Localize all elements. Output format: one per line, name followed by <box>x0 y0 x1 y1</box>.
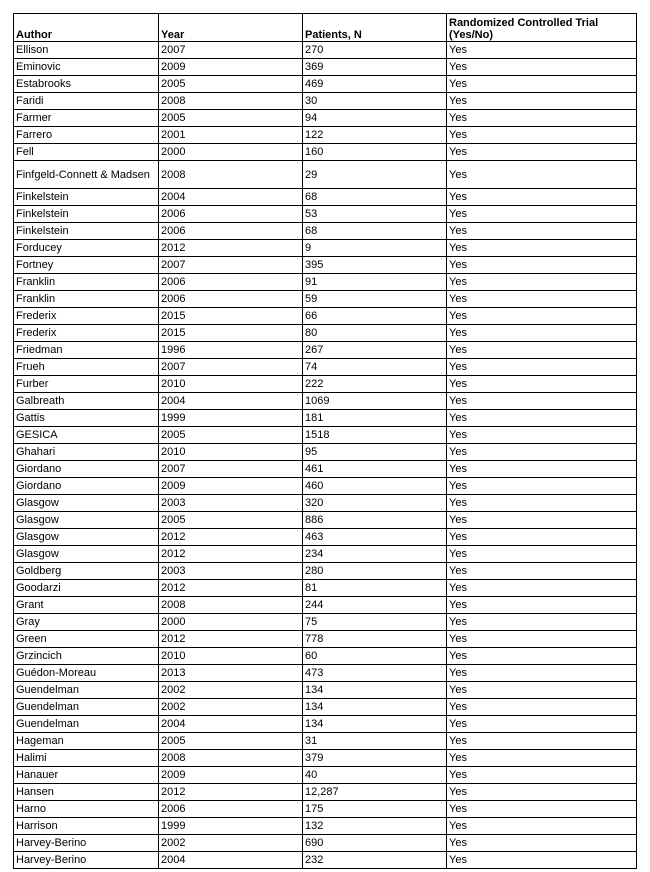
patients-cell: 320 <box>303 495 447 512</box>
patients-cell: 461 <box>303 461 447 478</box>
table-row <box>14 563 637 580</box>
patients-cell: 80 <box>303 325 447 342</box>
patients-cell: 94 <box>303 110 447 127</box>
author-cell: Hansen <box>14 784 159 801</box>
patients-cell: 40 <box>303 767 447 784</box>
rct-cell: Yes <box>447 750 637 767</box>
patients-cell: 270 <box>303 42 447 59</box>
header-row <box>14 14 637 42</box>
table-row <box>14 444 637 461</box>
patients-cell: 234 <box>303 546 447 563</box>
year-cell: 2008 <box>159 93 303 110</box>
author-cell: Halimi <box>14 750 159 767</box>
patients-cell: 1518 <box>303 427 447 444</box>
author-cell: Hanauer <box>14 767 159 784</box>
year-cell: 2000 <box>159 614 303 631</box>
table-row <box>14 631 637 648</box>
year-cell: 2007 <box>159 257 303 274</box>
year-cell: 2002 <box>159 682 303 699</box>
year-cell: 2005 <box>159 427 303 444</box>
rct-cell: Yes <box>447 274 637 291</box>
table-row <box>14 206 637 223</box>
year-cell: 2003 <box>159 495 303 512</box>
table-row <box>14 716 637 733</box>
rct-cell: Yes <box>447 546 637 563</box>
rct-cell: Yes <box>447 410 637 427</box>
author-cell: Forducey <box>14 240 159 257</box>
rct-cell: Yes <box>447 42 637 59</box>
patients-cell: 60 <box>303 648 447 665</box>
year-cell: 2010 <box>159 444 303 461</box>
year-cell: 2005 <box>159 76 303 93</box>
year-cell: 1999 <box>159 818 303 835</box>
year-cell: 2012 <box>159 631 303 648</box>
rct-cell: Yes <box>447 597 637 614</box>
year-cell: 2004 <box>159 189 303 206</box>
table-row <box>14 580 637 597</box>
table-row <box>14 393 637 410</box>
table-row <box>14 110 637 127</box>
year-cell: 2004 <box>159 852 303 869</box>
author-cell: Farmer <box>14 110 159 127</box>
rct-cell: Yes <box>447 376 637 393</box>
patients-cell: 469 <box>303 76 447 93</box>
year-cell: 2015 <box>159 325 303 342</box>
table-row <box>14 274 637 291</box>
author-cell: Frederix <box>14 325 159 342</box>
year-cell: 2003 <box>159 563 303 580</box>
year-cell: 2000 <box>159 144 303 161</box>
patients-cell: 31 <box>303 733 447 750</box>
year-cell: 2009 <box>159 59 303 76</box>
patients-cell: 68 <box>303 189 447 206</box>
author-cell: Giordano <box>14 461 159 478</box>
author-cell: Giordano <box>14 478 159 495</box>
table-row <box>14 818 637 835</box>
studies-table <box>13 13 637 869</box>
author-cell: Ghahari <box>14 444 159 461</box>
column-header-patients: Patients, N <box>303 14 447 42</box>
column-header-year: Year <box>159 14 303 42</box>
patients-cell: 460 <box>303 478 447 495</box>
author-cell: Estabrooks <box>14 76 159 93</box>
year-cell: 2007 <box>159 359 303 376</box>
patients-cell: 175 <box>303 801 447 818</box>
year-cell: 2008 <box>159 750 303 767</box>
patients-cell: 74 <box>303 359 447 376</box>
table-row <box>14 767 637 784</box>
rct-cell: Yes <box>447 59 637 76</box>
rct-cell: Yes <box>447 801 637 818</box>
author-cell: Goodarzi <box>14 580 159 597</box>
rct-cell: Yes <box>447 682 637 699</box>
patients-cell: 369 <box>303 59 447 76</box>
table-body <box>14 42 637 869</box>
year-cell: 2013 <box>159 665 303 682</box>
table-row <box>14 325 637 342</box>
rct-cell: Yes <box>447 427 637 444</box>
year-cell: 2006 <box>159 291 303 308</box>
patients-cell: 53 <box>303 206 447 223</box>
year-cell: 2008 <box>159 597 303 614</box>
author-cell: Gattis <box>14 410 159 427</box>
author-cell: Harvey-Berino <box>14 835 159 852</box>
author-cell: Guendelman <box>14 716 159 733</box>
author-cell: Glasgow <box>14 546 159 563</box>
table-row <box>14 512 637 529</box>
table-row <box>14 410 637 427</box>
rct-cell: Yes <box>447 325 637 342</box>
patients-cell: 222 <box>303 376 447 393</box>
year-cell: 2004 <box>159 393 303 410</box>
author-cell: Finfgeld-Connett & Madsen <box>14 161 159 189</box>
table-row <box>14 93 637 110</box>
table-row <box>14 359 637 376</box>
patients-cell: 463 <box>303 529 447 546</box>
author-cell: Furber <box>14 376 159 393</box>
author-cell: Friedman <box>14 342 159 359</box>
author-cell: Eminovic <box>14 59 159 76</box>
table-row <box>14 597 637 614</box>
table-row <box>14 76 637 93</box>
table-row <box>14 257 637 274</box>
rct-cell: Yes <box>447 206 637 223</box>
author-cell: Faridi <box>14 93 159 110</box>
author-cell: Grzincich <box>14 648 159 665</box>
rct-cell: Yes <box>447 835 637 852</box>
rct-cell: Yes <box>447 444 637 461</box>
rct-cell: Yes <box>447 733 637 750</box>
table-row <box>14 665 637 682</box>
year-cell: 2008 <box>159 161 303 189</box>
rct-cell: Yes <box>447 512 637 529</box>
patients-cell: 232 <box>303 852 447 869</box>
patients-cell: 690 <box>303 835 447 852</box>
patients-cell: 473 <box>303 665 447 682</box>
table-row <box>14 461 637 478</box>
rct-cell: Yes <box>447 767 637 784</box>
author-cell: Gray <box>14 614 159 631</box>
rct-cell: Yes <box>447 308 637 325</box>
year-cell: 2007 <box>159 461 303 478</box>
year-cell: 2005 <box>159 512 303 529</box>
patients-cell: 59 <box>303 291 447 308</box>
table-row <box>14 127 637 144</box>
rct-cell: Yes <box>447 580 637 597</box>
year-cell: 2009 <box>159 478 303 495</box>
table-row <box>14 427 637 444</box>
author-cell: Franklin <box>14 274 159 291</box>
author-cell: Guendelman <box>14 699 159 716</box>
author-cell: Hageman <box>14 733 159 750</box>
rct-cell: Yes <box>447 699 637 716</box>
patients-cell: 95 <box>303 444 447 461</box>
patients-cell: 132 <box>303 818 447 835</box>
rct-cell: Yes <box>447 665 637 682</box>
rct-cell: Yes <box>447 93 637 110</box>
author-cell: Glasgow <box>14 529 159 546</box>
author-cell: Goldberg <box>14 563 159 580</box>
patients-cell: 280 <box>303 563 447 580</box>
patients-cell: 134 <box>303 716 447 733</box>
year-cell: 2006 <box>159 274 303 291</box>
year-cell: 2012 <box>159 784 303 801</box>
table-row <box>14 223 637 240</box>
table-row <box>14 784 637 801</box>
table-row <box>14 835 637 852</box>
table-row <box>14 529 637 546</box>
patients-cell: 9 <box>303 240 447 257</box>
rct-cell: Yes <box>447 495 637 512</box>
rct-cell: Yes <box>447 852 637 869</box>
year-cell: 2005 <box>159 733 303 750</box>
rct-cell: Yes <box>447 784 637 801</box>
year-cell: 2015 <box>159 308 303 325</box>
rct-cell: Yes <box>447 291 637 308</box>
year-cell: 2007 <box>159 42 303 59</box>
year-cell: 2010 <box>159 648 303 665</box>
table-row <box>14 161 637 189</box>
rct-cell: Yes <box>447 716 637 733</box>
year-cell: 2006 <box>159 801 303 818</box>
table-row <box>14 308 637 325</box>
patients-cell: 30 <box>303 93 447 110</box>
year-cell: 2010 <box>159 376 303 393</box>
rct-cell: Yes <box>447 240 637 257</box>
table-row <box>14 750 637 767</box>
author-cell: Franklin <box>14 291 159 308</box>
patients-cell: 267 <box>303 342 447 359</box>
author-cell: Grant <box>14 597 159 614</box>
table-row <box>14 478 637 495</box>
author-cell: Green <box>14 631 159 648</box>
patients-cell: 66 <box>303 308 447 325</box>
author-cell: GESICA <box>14 427 159 444</box>
year-cell: 2001 <box>159 127 303 144</box>
patients-cell: 1069 <box>303 393 447 410</box>
rct-cell: Yes <box>447 478 637 495</box>
rct-cell: Yes <box>447 563 637 580</box>
patients-cell: 29 <box>303 161 447 189</box>
table-row <box>14 546 637 563</box>
author-cell: Harno <box>14 801 159 818</box>
author-cell: Frueh <box>14 359 159 376</box>
table-row <box>14 699 637 716</box>
year-cell: 2006 <box>159 206 303 223</box>
patients-cell: 122 <box>303 127 447 144</box>
rct-cell: Yes <box>447 189 637 206</box>
table-row <box>14 376 637 393</box>
rct-cell: Yes <box>447 127 637 144</box>
patients-cell: 379 <box>303 750 447 767</box>
table-row <box>14 144 637 161</box>
patients-cell: 395 <box>303 257 447 274</box>
rct-cell: Yes <box>447 359 637 376</box>
author-cell: Finkelstein <box>14 189 159 206</box>
patients-cell: 134 <box>303 682 447 699</box>
year-cell: 1996 <box>159 342 303 359</box>
rct-cell: Yes <box>447 393 637 410</box>
column-header-rct: Randomized Controlled Trial (Yes/No) <box>447 14 637 42</box>
column-header-author: Author <box>14 14 159 42</box>
year-cell: 2002 <box>159 699 303 716</box>
rct-cell: Yes <box>447 342 637 359</box>
year-cell: 2012 <box>159 529 303 546</box>
year-cell: 2005 <box>159 110 303 127</box>
table-row <box>14 733 637 750</box>
author-cell: Finkelstein <box>14 206 159 223</box>
rct-cell: Yes <box>447 223 637 240</box>
rct-cell: Yes <box>447 161 637 189</box>
author-cell: Frederix <box>14 308 159 325</box>
patients-cell: 181 <box>303 410 447 427</box>
rct-cell: Yes <box>447 144 637 161</box>
author-cell: Fortney <box>14 257 159 274</box>
rct-cell: Yes <box>447 631 637 648</box>
table-row <box>14 59 637 76</box>
rct-cell: Yes <box>447 529 637 546</box>
table-row <box>14 342 637 359</box>
author-cell: Finkelstein <box>14 223 159 240</box>
table-row <box>14 801 637 818</box>
table-row <box>14 682 637 699</box>
table-row <box>14 614 637 631</box>
author-cell: Guendelman <box>14 682 159 699</box>
patients-cell: 68 <box>303 223 447 240</box>
author-cell: Ellison <box>14 42 159 59</box>
rct-cell: Yes <box>447 257 637 274</box>
year-cell: 2004 <box>159 716 303 733</box>
patients-cell: 778 <box>303 631 447 648</box>
patients-cell: 886 <box>303 512 447 529</box>
patients-cell: 75 <box>303 614 447 631</box>
author-cell: Harvey-Berino <box>14 852 159 869</box>
table-row <box>14 648 637 665</box>
year-cell: 1999 <box>159 410 303 427</box>
table-row <box>14 189 637 206</box>
patients-cell: 160 <box>303 144 447 161</box>
table-header <box>14 14 637 42</box>
author-cell: Fell <box>14 144 159 161</box>
rct-cell: Yes <box>447 818 637 835</box>
rct-cell: Yes <box>447 110 637 127</box>
author-cell: Harrison <box>14 818 159 835</box>
table-row <box>14 42 637 59</box>
year-cell: 2006 <box>159 223 303 240</box>
table-row <box>14 240 637 257</box>
patients-cell: 134 <box>303 699 447 716</box>
table-row <box>14 495 637 512</box>
author-cell: Glasgow <box>14 512 159 529</box>
rct-cell: Yes <box>447 648 637 665</box>
year-cell: 2002 <box>159 835 303 852</box>
author-cell: Farrero <box>14 127 159 144</box>
year-cell: 2012 <box>159 240 303 257</box>
table-row <box>14 852 637 869</box>
rct-cell: Yes <box>447 76 637 93</box>
year-cell: 2012 <box>159 546 303 563</box>
author-cell: Galbreath <box>14 393 159 410</box>
author-cell: Guédon-Moreau <box>14 665 159 682</box>
author-cell: Glasgow <box>14 495 159 512</box>
rct-cell: Yes <box>447 461 637 478</box>
year-cell: 2012 <box>159 580 303 597</box>
patients-cell: 244 <box>303 597 447 614</box>
rct-cell: Yes <box>447 614 637 631</box>
year-cell: 2009 <box>159 767 303 784</box>
patients-cell: 81 <box>303 580 447 597</box>
table-row <box>14 291 637 308</box>
patients-cell: 12,287 <box>303 784 447 801</box>
patients-cell: 91 <box>303 274 447 291</box>
